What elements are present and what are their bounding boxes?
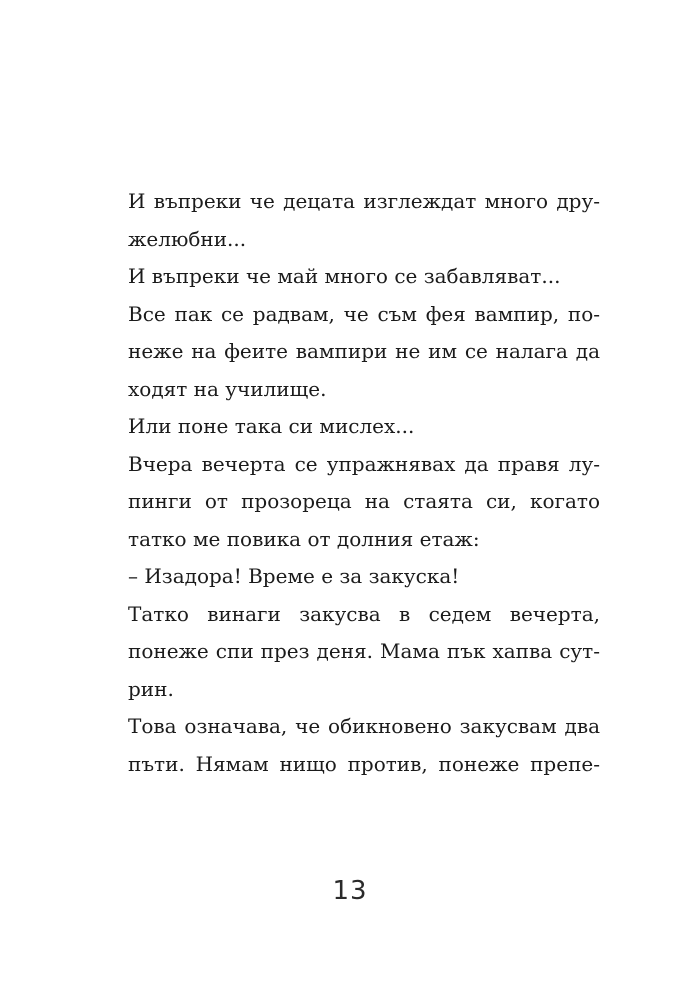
text-line: Това означава, че обикновено закусвам два <box>128 714 600 738</box>
text-line: неже на феите вампири не им се налага да <box>128 339 600 363</box>
text-line: – Изадора! Време е за закуска! <box>128 564 460 588</box>
body-text <box>128 183 600 783</box>
text-line: понеже спи през деня. Мама пък хапва сут- <box>128 639 600 663</box>
text-line: пинги от прозореца на стаята си, когато <box>128 489 600 513</box>
text-line: Вчера вечерта се упражнявах да правя лу- <box>128 451 600 476</box>
text-line: И въпреки че децата изглеждат много дру- <box>128 189 600 213</box>
page-number: 13 <box>332 876 368 906</box>
text-line: Все пак се радвам, че съм фея вампир, по- <box>128 301 600 326</box>
text-line: Татко винаги закусва в седем вечерта, <box>128 601 600 626</box>
text-line: И въпреки че май много се забавляват... <box>128 264 561 288</box>
text-line: ходят на училище. <box>128 376 327 401</box>
text-line: Или поне така си мислех... <box>128 414 415 438</box>
text-line: пъти. Нямам нищо против, понеже препе- <box>128 751 600 776</box>
text-line: татко ме повика от долния етаж: <box>128 526 480 551</box>
text-line: желюбни... <box>128 226 247 251</box>
text-line: рин. <box>128 676 174 701</box>
